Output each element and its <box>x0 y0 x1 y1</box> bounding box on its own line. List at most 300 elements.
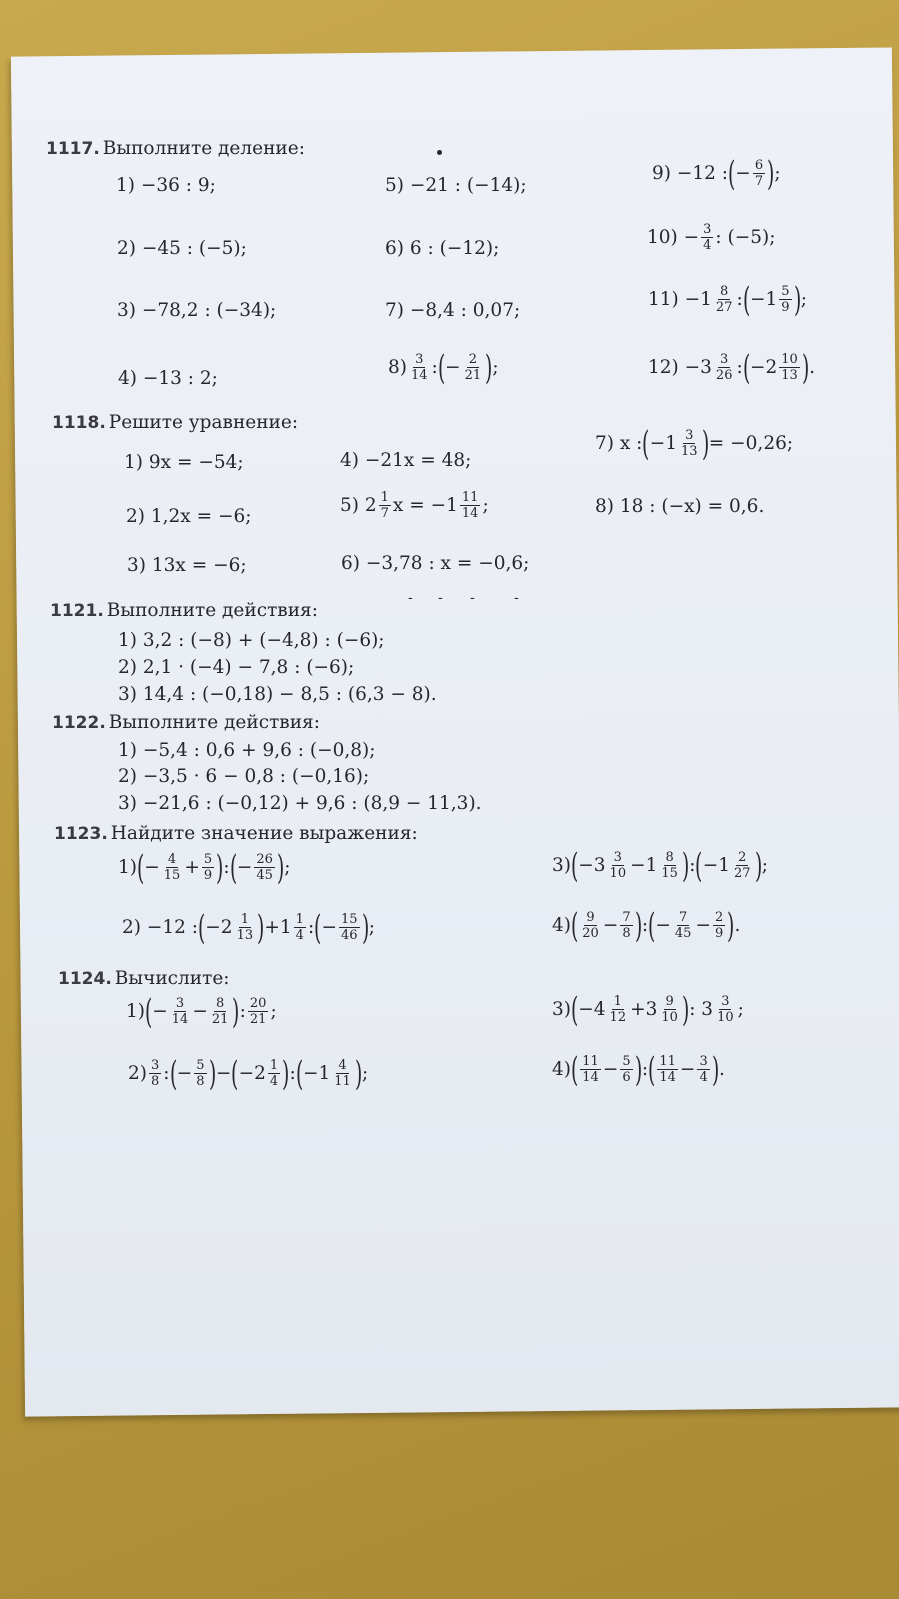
numerator: 3 <box>703 222 712 237</box>
fraction <box>460 490 481 521</box>
paren-right: ) <box>216 847 224 888</box>
fraction <box>170 996 191 1027</box>
problem-item <box>552 989 744 1030</box>
paren-right: ) <box>793 279 801 320</box>
denominator: 14 <box>461 506 479 521</box>
problem-item <box>595 496 764 517</box>
mixed-whole: −1 <box>649 433 677 454</box>
item-number: 1) <box>126 1001 145 1022</box>
fraction <box>679 428 700 459</box>
item-number: 3) <box>552 999 571 1020</box>
problem-item <box>595 423 794 464</box>
paren-right: ) <box>701 423 709 464</box>
numerator: 9 <box>586 910 595 925</box>
item-number: 3) <box>552 855 571 876</box>
fraction <box>659 994 680 1025</box>
problem-number: 1117. <box>46 139 100 159</box>
problem-item <box>126 991 277 1032</box>
problem-item <box>385 175 527 196</box>
mixed-whole: −2 <box>238 1063 266 1084</box>
ink-dot <box>437 150 442 155</box>
numerator: 3 <box>685 428 694 443</box>
paren-left: ( <box>695 845 703 886</box>
fraction <box>339 912 360 943</box>
denominator: 20 <box>582 926 599 941</box>
problem-item <box>648 279 808 320</box>
denominator: 11 <box>334 1074 351 1089</box>
problem-item <box>118 847 291 888</box>
item-number: 4) <box>552 1059 571 1080</box>
problem-number: 1124. <box>58 969 112 989</box>
denominator: 9 <box>781 300 790 315</box>
numerator: 3 <box>151 1058 160 1073</box>
problem-1121-header <box>50 600 318 621</box>
sign: − <box>735 163 751 184</box>
paren-left: ( <box>198 907 206 948</box>
punct: . <box>718 1059 725 1080</box>
fraction <box>715 994 736 1025</box>
problem-item <box>127 555 247 576</box>
paren-left: ( <box>314 907 322 948</box>
fraction <box>732 850 753 881</box>
numerator: 2 <box>714 910 724 925</box>
item-text: 2) −3,5 · 6 − 0,8 : (−0,16); <box>118 766 370 787</box>
denominator: 10 <box>717 1010 734 1025</box>
denominator: 7 <box>754 174 764 189</box>
numerator: 3 <box>415 352 424 367</box>
operator: : <box>307 917 315 938</box>
item-text: : (−5); <box>715 227 776 248</box>
item-text: 1) 9x = −54; <box>124 452 244 473</box>
item-text: 3) 14,4 : (−0,18) − 8,5 : (6,3 − 8). <box>118 684 437 705</box>
fraction <box>753 158 765 189</box>
item-text: 6) −3,78 : x = −0,6; <box>341 553 530 574</box>
paren-right: ) <box>634 905 642 946</box>
item-text: 5) 2 <box>340 495 377 516</box>
fraction <box>194 1058 206 1089</box>
mixed-whole: −1 <box>702 855 730 876</box>
numerator: 4 <box>167 852 177 867</box>
operator: : <box>736 357 743 378</box>
fraction <box>701 222 713 253</box>
denominator: 12 <box>609 1010 627 1025</box>
fraction <box>248 996 269 1027</box>
problem-number: 1121. <box>50 601 104 621</box>
item-number: 2) −12 : <box>122 917 199 938</box>
sign: − <box>152 1001 168 1022</box>
mixed-whole: −2 <box>205 917 233 938</box>
numerator: 1 <box>295 912 304 927</box>
item-text: 5) −21 : (−14); <box>385 175 527 196</box>
item-text: 3) −78,2 : (−34); <box>117 300 277 321</box>
denominator: 26 <box>715 368 733 383</box>
operator: − <box>602 1059 619 1080</box>
problem-line <box>118 766 369 787</box>
fraction <box>202 852 214 883</box>
punct: ; <box>774 163 781 184</box>
numerator: 2 <box>468 352 477 367</box>
fraction <box>713 910 725 941</box>
print-mark: - <box>438 590 443 606</box>
problem-line <box>118 657 354 678</box>
operator: − <box>679 1059 696 1080</box>
sign: − <box>321 917 337 938</box>
item-text: 11) −1 <box>648 289 712 310</box>
denominator: 15 <box>661 866 678 881</box>
denominator: 14 <box>171 1012 189 1027</box>
paren-right: ) <box>361 907 369 948</box>
fraction <box>268 1058 280 1089</box>
problem-item <box>122 907 376 948</box>
numerator: 5 <box>196 1058 205 1073</box>
mixed-whole: −2 <box>749 357 778 378</box>
paren-right: ) <box>485 347 493 388</box>
sign: − <box>655 915 671 936</box>
item-text: 2) 2,1 · (−4) − 7,8 : (−6); <box>118 657 355 678</box>
problem-1117-header <box>46 138 305 159</box>
mixed-whole: −1 <box>749 289 778 310</box>
fraction <box>379 490 391 521</box>
problem-item <box>652 153 781 194</box>
numerator: 3 <box>699 1054 708 1069</box>
denominator: 7 <box>380 506 389 521</box>
item-number: 2) <box>128 1063 147 1084</box>
denominator: 45 <box>674 926 692 941</box>
item-text: 1) −36 : 9; <box>116 175 216 196</box>
paren-left: ( <box>648 905 656 946</box>
problem-title: Выполните действия: <box>106 600 318 621</box>
sign: − <box>236 857 253 878</box>
fraction <box>714 352 735 383</box>
numerator: 5 <box>622 1054 631 1069</box>
denominator: 45 <box>256 868 273 883</box>
paren-right: ) <box>767 153 775 194</box>
paren-right: ) <box>681 989 690 1030</box>
item-text: 3) 13x = −6; <box>127 555 247 576</box>
problem-title: Вычислите: <box>114 968 230 989</box>
paren-right: ) <box>282 1053 290 1094</box>
numerator: 1 <box>380 490 389 505</box>
problem-item <box>388 347 499 388</box>
problem-item <box>124 452 244 473</box>
problem-item <box>117 238 247 259</box>
problem-1123-header <box>54 823 418 844</box>
problem-line <box>118 630 385 651</box>
numerator: 1 <box>240 912 249 927</box>
numerator: 3 <box>721 994 730 1009</box>
numerator: 5 <box>781 284 790 299</box>
fraction <box>620 910 632 941</box>
item-text: 6) 6 : (−12); <box>385 238 500 259</box>
item-text: 4) −13 : 2; <box>118 368 218 389</box>
operator: : <box>689 855 696 876</box>
numerator: 2 <box>738 850 747 865</box>
punct: ; <box>270 1001 277 1022</box>
problem-item <box>385 300 520 321</box>
sign: − <box>144 857 160 878</box>
punct: ; <box>800 289 808 310</box>
denominator: 4 <box>295 928 304 943</box>
operator: − <box>695 915 711 936</box>
paren-left: ( <box>295 1053 303 1094</box>
problem-1122-header <box>52 712 320 733</box>
print-mark: - <box>470 590 475 606</box>
denominator: 4 <box>699 1070 708 1085</box>
fraction <box>657 1054 678 1085</box>
punct: . <box>809 357 815 378</box>
print-mark: - <box>514 590 519 606</box>
fraction <box>659 850 680 881</box>
fraction <box>608 994 629 1025</box>
item-text: 1) 3,2 : (−8) + (−4,8) : (−6); <box>118 630 385 651</box>
item-text: = −0,26; <box>708 433 794 454</box>
denominator: 15 <box>163 868 181 883</box>
item-text: 1) −5,4 : 0,6 + 9,6 : (−0,8); <box>118 740 376 761</box>
problem-title: Выполните действия: <box>108 712 320 733</box>
punct: ; <box>284 857 291 878</box>
paren-right: ) <box>276 847 285 888</box>
item-number: 4) <box>552 915 571 936</box>
paren-right: ) <box>634 1049 642 1090</box>
denominator: 21 <box>211 1012 229 1027</box>
fraction <box>580 1054 601 1085</box>
mixed-whole: −3 <box>578 855 606 876</box>
punct: ; <box>492 357 499 378</box>
denominator: 10 <box>609 866 627 881</box>
paren-left: ( <box>437 347 446 388</box>
numerator: 5 <box>203 852 213 867</box>
operator: + <box>184 857 200 878</box>
fraction <box>779 284 791 315</box>
problem-item <box>340 450 471 471</box>
item-text: 8) 18 : (−x) = 0,6. <box>595 496 765 517</box>
numerator: 1 <box>613 994 622 1009</box>
operator: : <box>641 1059 649 1080</box>
problem-item <box>552 845 769 886</box>
numerator: 26 <box>256 852 273 867</box>
item-text: 10) − <box>647 227 700 248</box>
problem-line <box>118 684 437 705</box>
item-number: 1) <box>118 857 137 878</box>
numerator: 15 <box>340 912 358 927</box>
fraction <box>580 910 601 941</box>
problem-item <box>128 1053 369 1094</box>
paren-left: ( <box>229 847 237 888</box>
item-text: 3) −21,6 : (−0,12) + 9,6 : (8,9 − 11,3). <box>118 793 482 814</box>
numerator: 11 <box>659 1054 676 1069</box>
numerator: 8 <box>215 996 225 1011</box>
paren-right: ) <box>711 1049 719 1090</box>
item-text: 2) −45 : (−5); <box>117 238 247 259</box>
numerator: 7 <box>679 910 688 925</box>
paren-left: ( <box>570 1049 579 1090</box>
mixed-whole: −4 <box>578 999 606 1020</box>
problem-title: Решите уравнение: <box>108 412 299 433</box>
numerator: 3 <box>175 996 185 1011</box>
item-text: 9) −12 : <box>652 163 729 184</box>
fraction <box>254 852 275 883</box>
paren-left: ( <box>570 989 579 1030</box>
mixed-whole: −1 <box>630 855 658 876</box>
operator: : <box>641 915 649 936</box>
fraction <box>673 910 694 941</box>
operator: : <box>163 1063 170 1084</box>
numerator: 6 <box>754 158 764 173</box>
denominator: 4 <box>269 1074 279 1089</box>
problem-item <box>385 238 499 259</box>
problem-line <box>118 793 482 814</box>
numerator: 8 <box>665 850 674 865</box>
paren-left: ( <box>169 1053 177 1094</box>
item-text: x = −1 <box>392 495 458 516</box>
paren-left: ( <box>642 423 650 464</box>
numerator: 11 <box>582 1054 599 1069</box>
fraction <box>714 284 735 315</box>
numerator: 20 <box>249 996 267 1011</box>
problem-number: 1118. <box>52 413 106 433</box>
print-mark: - <box>408 590 413 606</box>
numerator: 11 <box>461 490 479 505</box>
denominator: 13 <box>236 928 254 943</box>
numerator: 3 <box>720 352 729 367</box>
paren-left: ( <box>742 279 750 320</box>
numerator: 8 <box>720 284 729 299</box>
numerator: 9 <box>665 994 674 1009</box>
problem-item <box>341 553 529 574</box>
item-text: 4) −21x = 48; <box>340 450 472 471</box>
denominator: 13 <box>680 444 698 459</box>
problem-number: 1123. <box>54 824 108 844</box>
fraction <box>463 352 484 383</box>
paren-left: ( <box>231 1053 239 1094</box>
mixed-whole: +3 <box>630 999 658 1020</box>
fraction <box>409 352 430 383</box>
fraction <box>210 996 231 1027</box>
paren-left: ( <box>728 153 736 194</box>
paren-right: ) <box>754 845 762 886</box>
problem-item <box>116 175 216 196</box>
sign: − <box>445 357 461 378</box>
operator: : <box>239 1001 246 1022</box>
denominator: 27 <box>715 300 733 315</box>
denominator: 14 <box>411 368 428 383</box>
item-text: 12) −3 <box>648 357 712 378</box>
problem-title: Выполните деление: <box>102 138 305 159</box>
paren-right: ) <box>681 845 690 886</box>
problem-item <box>648 347 815 388</box>
problem-item <box>647 222 775 253</box>
numerator: 7 <box>622 910 631 925</box>
denominator: 13 <box>781 368 798 383</box>
paren-right: ) <box>354 1053 363 1094</box>
punct: ; <box>761 855 769 876</box>
denominator: 14 <box>582 1070 599 1085</box>
paren-left: ( <box>570 905 579 946</box>
sign: − <box>176 1063 193 1084</box>
operator: − <box>215 1063 232 1084</box>
paren-left: ( <box>136 847 145 888</box>
numerator: 4 <box>338 1058 347 1073</box>
denominator: 27 <box>733 866 751 881</box>
denominator: 9 <box>203 868 213 883</box>
fraction <box>608 850 629 881</box>
denominator: 4 <box>703 238 712 253</box>
fraction <box>235 912 256 943</box>
item-text: 7) x : <box>595 433 643 454</box>
problem-item <box>117 300 276 321</box>
punct: ; <box>368 917 376 938</box>
fraction <box>779 352 800 383</box>
paren-right: ) <box>801 347 810 388</box>
punct: ; <box>482 495 489 516</box>
problem-1124-header <box>58 968 230 989</box>
denominator: 21 <box>249 1012 267 1027</box>
problem-item <box>118 368 218 389</box>
paren-right: ) <box>257 907 265 948</box>
punct: ; <box>362 1063 369 1084</box>
denominator: 9 <box>714 926 724 941</box>
problem-item <box>552 1049 725 1090</box>
fraction <box>149 1058 161 1089</box>
numerator: 3 <box>613 850 622 865</box>
denominator: 46 <box>340 928 358 943</box>
operator: : <box>431 357 438 378</box>
problem-item <box>126 506 252 527</box>
punct: . <box>734 915 741 936</box>
punct: ; <box>737 999 744 1020</box>
fraction <box>162 852 183 883</box>
denominator: 14 <box>659 1070 676 1085</box>
mixed-whole: −1 <box>302 1063 331 1084</box>
paren-right: ) <box>727 905 735 946</box>
numerator: 10 <box>781 352 798 367</box>
denominator: 21 <box>464 368 482 383</box>
denominator: 6 <box>622 1070 631 1085</box>
fraction <box>332 1058 353 1089</box>
numerator: 1 <box>269 1058 279 1073</box>
mixed-whole: +1 <box>264 917 292 938</box>
operator: : <box>223 857 230 878</box>
fraction <box>620 1054 632 1085</box>
denominator: 8 <box>622 926 631 941</box>
problem-item <box>552 905 741 946</box>
problem-line <box>118 740 375 761</box>
operator: − <box>602 915 619 936</box>
paren-left: ( <box>742 347 750 388</box>
denominator: 8 <box>196 1074 205 1089</box>
problem-number: 1122. <box>52 713 106 733</box>
operator: − <box>192 1001 208 1022</box>
problem-title: Найдите значение выражения: <box>110 823 418 844</box>
fraction <box>697 1054 709 1085</box>
item-text: 8) <box>388 357 407 378</box>
denominator: 10 <box>661 1010 678 1025</box>
operator: : <box>289 1063 296 1084</box>
paren-right: ) <box>232 991 240 1032</box>
item-text: 2) 1,2x = −6; <box>126 506 252 527</box>
denominator: 8 <box>151 1074 160 1089</box>
paren-left: ( <box>144 991 153 1032</box>
operator: : <box>736 289 743 310</box>
paren-left: ( <box>570 845 579 886</box>
item-text: : 3 <box>689 999 714 1020</box>
paren-left: ( <box>648 1049 656 1090</box>
problem-1118-header <box>52 412 298 433</box>
problem-item <box>340 490 489 521</box>
paren-right: ) <box>208 1053 216 1094</box>
fraction <box>294 912 306 943</box>
item-text: 7) −8,4 : 0,07; <box>385 300 521 321</box>
